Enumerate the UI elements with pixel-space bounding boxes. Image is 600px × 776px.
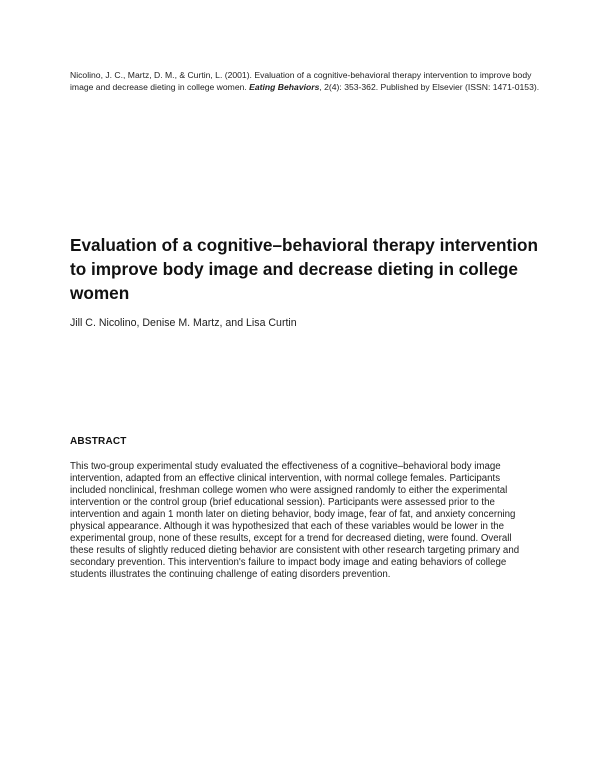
citation-journal: Eating Behaviors xyxy=(249,82,320,93)
citation-prefix: Nicolino, J. C., Martz, D. M., & Curtin, L. (2001). Evaluation of a cognitive-behavioral therapy intervention to improve body image and decrease dieting in college women. xyxy=(70,70,532,93)
author-list: Jill C. Nicolino, Denise M. Martz, and Lisa Curtin xyxy=(70,317,297,329)
citation xyxy=(70,69,540,94)
abstract-heading: ABSTRACT xyxy=(70,436,127,447)
abstract-text: This two-group experimental study evaluated the effectiveness of a cognitive–behavioral body image intervention, adapted from an effective clinical intervention, with normal college females. Participants included nonclinical, freshman college women who were assigned randomly to either the experimental intervention or the control group (brief educational session). Participants were assessed prior to the intervention and again 1 month later on dieting behavior, body image, fear of fat, and anxiety concerning physical appearance. Although it was hypothesized that each of these variables would be lower in the experimental group, none of these results, except for a trend for decreased dieting, were found. Overall these results of slightly reduced dieting behavior are consistent with other research targeting primary and secondary prevention. This intervention's failure to impact body image and eating behaviors of college students illustrates the continuing challenge of eating disorders prevention. xyxy=(70,461,520,581)
citation-suffix: , 2(4): 353-362. Published by Elsevier (ISSN: 1471-0153). xyxy=(319,82,540,93)
document-page xyxy=(70,0,540,776)
paper-title: Evaluation of a cognitive–behavioral therapy intervention to improve body image and decrease dieting in college women xyxy=(70,235,538,303)
